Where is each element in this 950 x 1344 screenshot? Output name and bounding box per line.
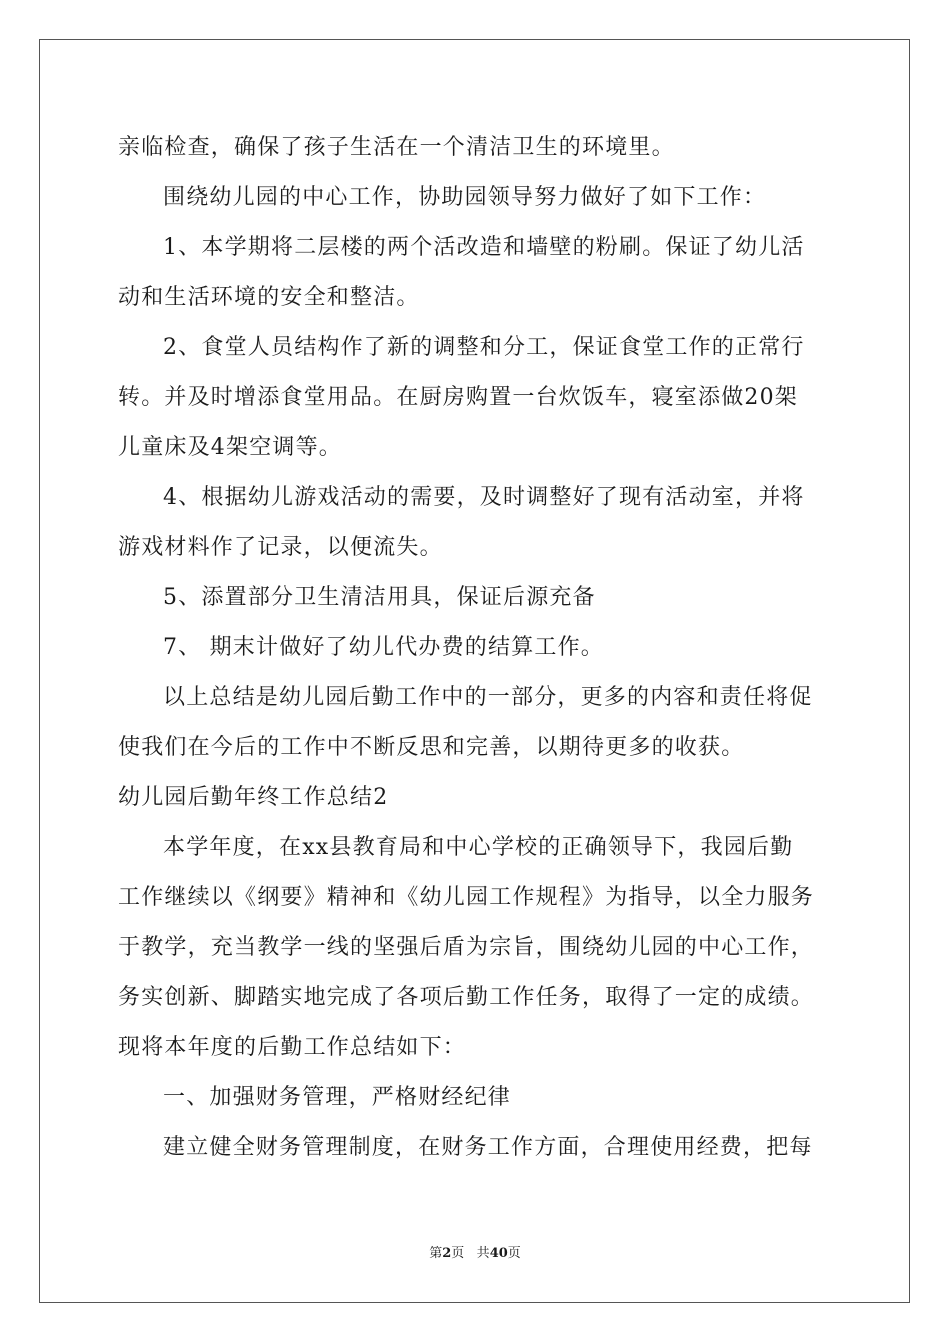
- page-frame: [39, 39, 910, 1303]
- total-prefix: 共: [476, 1246, 490, 1261]
- paragraph-line: 现将本年度的后勤工作总结如下：: [118, 1035, 467, 1060]
- paragraph-line: 务实创新、脚踏实地完成了各项后勤工作任务，取得了一定的成绩。: [118, 985, 815, 1010]
- total-pages: 40: [489, 1246, 508, 1261]
- page-footer: [0, 1245, 950, 1263]
- paragraph-line: 本学年度，在xx县教育局和中心学校的正确领导下，我园后勤: [163, 835, 794, 860]
- paragraph-line: 7、 期末计做好了幼儿代办费的结算工作。: [163, 635, 604, 660]
- paragraph-line: 使我们在今后的工作中不断反思和完善，以期待更多的收获。: [118, 735, 745, 760]
- total-suffix: 页: [507, 1246, 521, 1261]
- paragraph-line: 转。并及时增添食堂用品。在厨房购置一台炊饭车，寝室添做20架: [118, 385, 798, 410]
- paragraph-line: 亲临检查，确保了孩子生活在一个清洁卫生的环境里。: [118, 135, 675, 160]
- page-prefix: 第: [429, 1246, 443, 1261]
- paragraph-line: 于教学，充当教学一线的坚强后盾为宗旨，围绕幼儿园的中心工作，: [118, 935, 815, 960]
- paragraph-line: 工作继续以《纲要》精神和《幼儿园工作规程》为指导，以全力服务: [118, 885, 815, 910]
- paragraph-line: 儿童床及4架空调等。: [118, 435, 342, 460]
- paragraph-line: 2、食堂人员结构作了新的调整和分工，保证食堂工作的正常行: [163, 335, 805, 360]
- paragraph-line: 5、添置部分卫生清洁用具，保证后源充备: [163, 585, 596, 610]
- paragraph-line: 围绕幼儿园的中心工作，协助园领导努力做好了如下工作：: [163, 185, 767, 210]
- paragraph-line: 建立健全财务管理制度，在财务工作方面，合理使用经费，把每: [163, 1135, 813, 1160]
- page-number: 2: [442, 1246, 452, 1261]
- subsection-heading: 一、加强财务管理，严格财经纪律: [163, 1085, 512, 1110]
- paragraph-line: 以上总结是幼儿园后勤工作中的一部分，更多的内容和责任将促: [163, 685, 813, 710]
- section-heading: 幼儿园后勤年终工作总结2: [118, 785, 389, 810]
- paragraph-line: 4、根据幼儿游戏活动的需要，及时调整好了现有活动室，并将: [163, 485, 805, 510]
- paragraph-line: 动和生活环境的安全和整洁。: [118, 285, 420, 310]
- paragraph-line: 1、本学期将二层楼的两个活改造和墙壁的粉刷。保证了幼儿活: [163, 235, 805, 260]
- paragraph-line: 游戏材料作了记录，以便流失。: [118, 535, 443, 560]
- page-suffix: 页: [451, 1246, 465, 1261]
